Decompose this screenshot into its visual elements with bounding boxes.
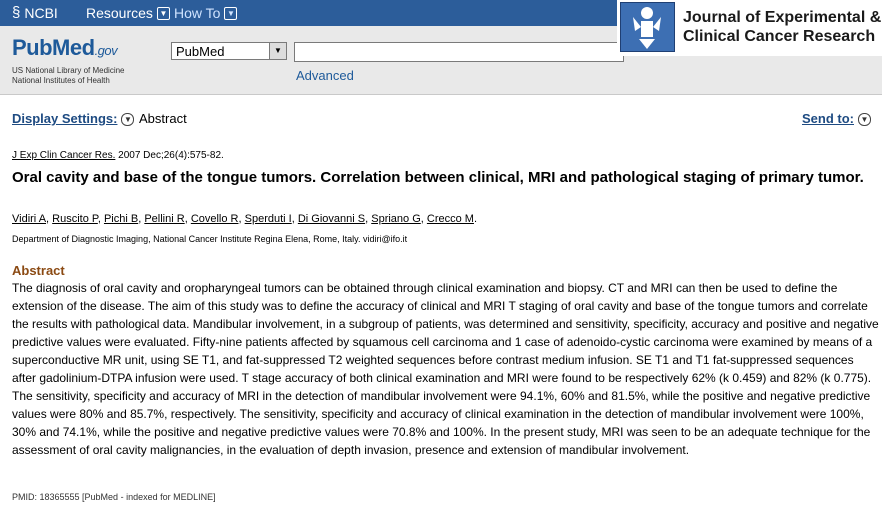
howto-label: How To (174, 5, 221, 21)
display-settings-label: Display Settings: (12, 111, 118, 126)
author-list: Vidiri A, Ruscito P, Pichi B, Pellini R, Covello R, Sperduti I, Di Giovanni S, Spriano G, Crecco M. (12, 213, 478, 225)
display-format-value: Abstract (139, 111, 187, 126)
ncbi-label: NCBI (24, 4, 58, 21)
affiliation: Department of Diagnostic Imaging, National Cancer Institute Regina Elena, Rome, Italy. vidiri@ifo.it (12, 234, 408, 244)
display-settings-link[interactable] (12, 111, 134, 126)
citation-line (12, 150, 224, 161)
advanced-search-link[interactable]: Advanced (296, 68, 354, 83)
nlm-caption (12, 66, 125, 86)
abstract-heading: Abstract (12, 263, 65, 278)
author-link[interactable]: Spriano G (371, 213, 421, 225)
howto-menu[interactable] (174, 5, 237, 21)
chevron-down-icon: ▼ (224, 7, 237, 20)
article-title: Oral cavity and base of the tongue tumors. Correlation between clinical, MRI and pathological staging of primary tumor. (12, 169, 864, 186)
pubmed-logo-text: PubMed (12, 35, 95, 60)
journal-logo[interactable] (620, 2, 675, 52)
chevron-down-icon: ▼ (121, 113, 134, 126)
journal-title[interactable] (683, 8, 881, 46)
author-link[interactable]: Pellini R (144, 213, 185, 225)
journal-title-line-2: Clinical Cancer Research (683, 28, 876, 45)
chevron-down-icon: ▼ (858, 113, 871, 126)
database-selected: PubMed (176, 44, 225, 59)
chevron-down-icon: ▼ (157, 7, 170, 20)
resources-menu[interactable] (86, 5, 170, 21)
abstract-text: The diagnosis of oral cavity and oropharyngeal tumors can be obtained through clinical examination and biopsy. CT and MRI can then be used to define the extension of the disease. The aim of this study was to define the accuracy of clinical and MRI T staging of oral cavity and base of the tongue tumors and correlate the results with pathological data. Mandibular involvement, in a subgroup of patients, was determined and sensitivity, specificity, accuracy and positive and negative predictive values were evaluated. Fifty-nine patients affected by squamous cell carcinoma and 1 case of adenoido-cystic carcinoma were examined by means of a superconductive MR unit, using SE T1, and fat-suppressed T2 weighted sequences before contrast medium infusion. SE T1 and T1 fat-suppressed sequences after gadolinium-DTPA infusion were used. T stage accuracy of both clinical examination and MRI were found to be respectively 62% (k 0.459) and 82% (k 0.775). The sensitivity, specificity and accuracy of MRI in the detection of mandibular involvement were 94.1%, 60% and 81.5%, while the positive and negative predictive values were 80% and 85.7%, respectively. The sensitivity, specificity and accuracy of clinical examination in the detection of mandibular involvement were 100%, 30% and 74.1%, while the positive and negative predictive values were 70.8% and 100%. In the present study, MRI was seen to be an adequate technique for the assessment of oral cavity malignancies, in the evaluation of depth invasion, presence and extension of mandibular involvement. (12, 281, 879, 457)
author-link[interactable]: Ruscito P (52, 213, 98, 225)
author-link[interactable]: Pichi B (103, 213, 139, 225)
pubmed-logo-gov: .gov (94, 43, 118, 58)
send-to-link[interactable] (802, 111, 871, 126)
citation-details: 2007 Dec;26(4):575-82. (115, 150, 224, 161)
author-link[interactable]: Crecco M (426, 213, 474, 225)
nlm-line-2: National Institutes of Health (12, 76, 110, 85)
resources-label: Resources (86, 5, 153, 21)
dropdown-arrow-icon: ▼ (269, 43, 286, 59)
journal-emblem-icon (621, 3, 674, 51)
journal-abbrev-link[interactable]: J Exp Clin Cancer Res. (12, 150, 116, 161)
send-to-label: Send to: (802, 111, 854, 126)
ncbi-home-link[interactable] (12, 4, 58, 21)
nlm-line-1: US National Library of Medicine (12, 66, 125, 75)
author-link[interactable]: Sperduti I (244, 213, 292, 225)
database-select[interactable] (171, 42, 287, 60)
pmid-line: PMID: 18365555 [PubMed - indexed for MEDLINE] (12, 492, 216, 502)
author-link[interactable]: Covello R (190, 213, 239, 225)
search-input[interactable] (294, 42, 624, 62)
pubmed-logo[interactable] (12, 35, 117, 61)
journal-title-line-1: Journal of Experimental & (683, 9, 882, 26)
author-link[interactable]: Di Giovanni S (297, 213, 366, 225)
author-link[interactable]: Vidiri A (12, 213, 47, 225)
ncbi-logo-icon: § (12, 4, 21, 21)
